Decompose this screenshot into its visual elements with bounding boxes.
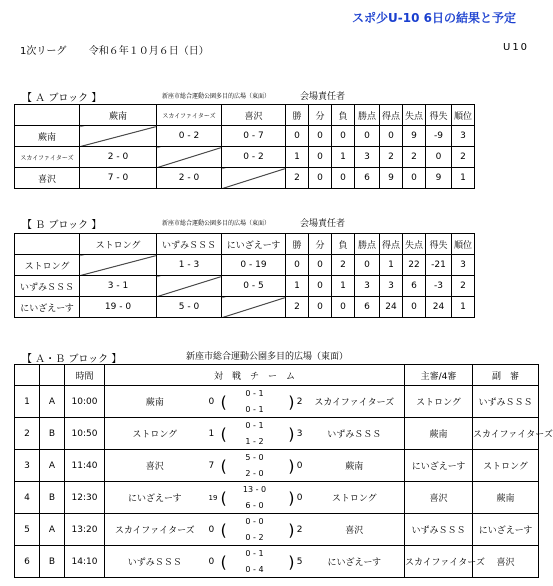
block-a-col-header: スカイファイターズ <box>157 105 222 126</box>
block-a-cell-gf: 9 <box>380 168 403 189</box>
block-b-team-name: いずみＳＳＳ <box>15 276 80 297</box>
away-team: にいざえーす <box>305 546 405 578</box>
block-a-manager: 会場責任者 <box>300 92 346 102</box>
block-a-col-header: 負 <box>332 105 355 126</box>
block-a-cell-r1 <box>80 126 157 147</box>
referee: スカイファイターズ <box>405 546 473 578</box>
match-number: 1 <box>15 386 40 418</box>
block-b-cell-r2: 1 - 3 <box>157 255 222 276</box>
block-b-label: 【 Ｂ ブロック 】 <box>22 220 102 231</box>
away-score: 0 <box>296 492 303 503</box>
second-half-score: 1 - 2 <box>245 437 264 446</box>
block-a-cell-rank: 1 <box>452 168 475 189</box>
block-b-col-header <box>15 234 80 255</box>
block-a-cell-ga: 0 <box>403 168 426 189</box>
block-b-cell-gd: -3 <box>426 276 452 297</box>
block-a-cell-l: 0 <box>332 126 355 147</box>
score-wrapper <box>205 450 305 481</box>
match-time: 10:50 <box>65 418 105 450</box>
block-a-cell-l: 1 <box>332 147 355 168</box>
match-time: 12:30 <box>65 482 105 514</box>
away-team: いずみＳＳＳ <box>305 418 405 450</box>
page-title: スポ少U-10 6日の結果と予定 <box>352 11 516 25</box>
block-a-cell-d: 0 <box>309 168 332 189</box>
referee: 蕨南 <box>405 418 473 450</box>
match-number: 4 <box>15 482 40 514</box>
block-a-cell-ga: 2 <box>403 147 426 168</box>
block-b-cell-gf: 3 <box>380 276 403 297</box>
home-score: 0 <box>208 556 215 567</box>
block-b-cell-d: 0 <box>309 297 332 318</box>
date-label: 令和６年１０月６日（日） <box>88 46 209 57</box>
header-match: 対 戦 チ ー ム <box>105 365 405 386</box>
score-cell <box>205 450 305 482</box>
second-half-score: 2 - 0 <box>245 469 264 478</box>
block-a-team-name: スカイファイターズ <box>15 147 80 168</box>
block-a-standings-table <box>14 104 475 189</box>
block-a-cell-pts: 6 <box>355 168 380 189</box>
brace-left: ( <box>220 456 227 475</box>
score-cell <box>205 386 305 418</box>
block-b-col-header: いずみＳＳＳ <box>157 234 222 255</box>
second-half-score: 0 - 2 <box>245 533 264 542</box>
block-a-cell-gd: 9 <box>426 168 452 189</box>
block-a-col-header: 失点 <box>403 105 426 126</box>
score-cell <box>205 418 305 450</box>
block-b-row <box>15 297 475 318</box>
score-wrapper <box>205 514 305 545</box>
block-a-cell-d: 0 <box>309 126 332 147</box>
block-a-team-name: 喜沢 <box>15 168 80 189</box>
block-a-col-header: 分 <box>309 105 332 126</box>
brace-right: ) <box>288 488 295 507</box>
block-b-cell-r2: 5 - 0 <box>157 297 222 318</box>
first-half-score: 5 - 0 <box>245 453 264 462</box>
block-a-col-header: 得失 <box>426 105 452 126</box>
block-b-team-name: にいざえーす <box>15 297 80 318</box>
block-b-cell-r1: 19 - 0 <box>80 297 157 318</box>
block-b-team-name: ストロング <box>15 255 80 276</box>
score-wrapper <box>205 386 305 417</box>
home-team: 蕨南 <box>105 386 205 418</box>
block-a-col-header: 順位 <box>452 105 475 126</box>
block-b-col-header: 勝点 <box>355 234 380 255</box>
block-b-cell-rank: 3 <box>452 255 475 276</box>
block-b-cell-l: 2 <box>332 255 355 276</box>
category-label: U10 <box>503 42 530 53</box>
away-score: 2 <box>296 524 303 535</box>
score-wrapper <box>205 482 305 513</box>
first-half-score: 0 - 1 <box>245 549 264 558</box>
assistant-referee: 喜沢 <box>473 546 539 578</box>
block-b-standings-table <box>14 233 475 318</box>
block-b-col-header: 得失 <box>426 234 452 255</box>
brace-right: ) <box>288 392 295 411</box>
brace-right: ) <box>288 424 295 443</box>
match-number: 6 <box>15 546 40 578</box>
block-a-cell-gd: -9 <box>426 126 452 147</box>
block-b-cell-r3 <box>222 297 286 318</box>
block-a-row <box>15 147 475 168</box>
block-b-cell-r2 <box>157 276 222 297</box>
block-b-col-header: 順位 <box>452 234 475 255</box>
away-score: 3 <box>296 428 303 439</box>
match-number: 5 <box>15 514 40 546</box>
block-b-row <box>15 255 475 276</box>
first-half-score: 13 - 0 <box>242 485 267 494</box>
block-a-col-header: 勝 <box>286 105 309 126</box>
block-b-cell-pts: 3 <box>355 276 380 297</box>
assistant-referee: 蕨南 <box>473 482 539 514</box>
block-a-col-header: 勝点 <box>355 105 380 126</box>
away-score: 0 <box>296 460 303 471</box>
block-b-col-header: 勝 <box>286 234 309 255</box>
match-time: 13:20 <box>65 514 105 546</box>
brace-left: ( <box>220 392 227 411</box>
away-score: 5 <box>296 556 303 567</box>
referee: いずみＳＳＳ <box>405 514 473 546</box>
block-b-header-row <box>15 234 475 255</box>
score-wrapper <box>205 546 305 577</box>
header-referee: 主審/4審 <box>405 365 473 386</box>
schedule-label: 【 Ａ・Ｂ ブロック 】 <box>22 354 122 365</box>
match-row <box>15 418 539 450</box>
block-b-col-header: ストロング <box>80 234 157 255</box>
block-b-cell-rank: 1 <box>452 297 475 318</box>
block-b-cell-ga: 6 <box>403 276 426 297</box>
match-block: B <box>40 418 65 450</box>
away-team: 喜沢 <box>305 514 405 546</box>
assistant-referee: にいざえーす <box>473 514 539 546</box>
match-block: A <box>40 450 65 482</box>
block-a-team-name: 蕨南 <box>15 126 80 147</box>
match-time: 14:10 <box>65 546 105 578</box>
referee: 喜沢 <box>405 482 473 514</box>
schedule-header-row <box>15 365 539 386</box>
block-a-label: 【 Ａ ブロック 】 <box>22 93 102 104</box>
block-a-col-header: 喜沢 <box>222 105 286 126</box>
match-block: B <box>40 546 65 578</box>
assistant-referee: いずみＳＳＳ <box>473 386 539 418</box>
match-block: A <box>40 514 65 546</box>
score-cell <box>205 514 305 546</box>
block-a-cell-pts: 0 <box>355 126 380 147</box>
block-b-cell-ga: 22 <box>403 255 426 276</box>
second-half-score: 0 - 4 <box>245 565 264 574</box>
block-b-cell-r3: 0 - 19 <box>222 255 286 276</box>
block-a-cell-r2: 2 - 0 <box>157 168 222 189</box>
block-a-cell-gf: 0 <box>380 126 403 147</box>
score-cell <box>205 482 305 514</box>
block-b-col-header: 負 <box>332 234 355 255</box>
brace-left: ( <box>220 520 227 539</box>
home-score: 7 <box>208 460 215 471</box>
score-wrapper <box>205 418 305 449</box>
block-a-cell-r2 <box>157 147 222 168</box>
block-b-cell-gf: 24 <box>380 297 403 318</box>
block-a-cell-r3: 0 - 2 <box>222 147 286 168</box>
match-row <box>15 546 539 578</box>
block-a-venue: 新座市総合運動公園多目的広場（東面） <box>162 93 271 100</box>
block-a-col-header: 得点 <box>380 105 403 126</box>
subtitle-league-date <box>20 42 209 57</box>
home-team: スカイファイターズ <box>105 514 205 546</box>
block-b-cell-w: 1 <box>286 276 309 297</box>
match-block: A <box>40 386 65 418</box>
block-a-cell-gf: 2 <box>380 147 403 168</box>
block-b-cell-rank: 2 <box>452 276 475 297</box>
first-half-score: 0 - 1 <box>245 389 264 398</box>
block-b-cell-gd: 24 <box>426 297 452 318</box>
header-no <box>15 365 40 386</box>
away-team: スカイファイターズ <box>305 386 405 418</box>
brace-left: ( <box>220 552 227 571</box>
block-b-col-header: 分 <box>309 234 332 255</box>
league-label: 1次リーグ <box>20 46 67 57</box>
first-half-score: 0 - 1 <box>245 421 264 430</box>
match-row <box>15 450 539 482</box>
block-b-cell-r1 <box>80 255 157 276</box>
block-b-col-header: 失点 <box>403 234 426 255</box>
block-a-header-row <box>15 105 475 126</box>
schedule-venue: 新座市総合運動公園多目的広場（東面） <box>186 352 349 362</box>
block-b-cell-w: 0 <box>286 255 309 276</box>
block-b-cell-pts: 0 <box>355 255 380 276</box>
block-b-col-header: にいざえーす <box>222 234 286 255</box>
block-a-cell-gd: 0 <box>426 147 452 168</box>
block-b-cell-pts: 6 <box>355 297 380 318</box>
block-a-cell-r1: 7 - 0 <box>80 168 157 189</box>
home-score: 1 <box>208 428 215 439</box>
block-a-col-header <box>15 105 80 126</box>
block-b-cell-d: 0 <box>309 276 332 297</box>
away-team: ストロング <box>305 482 405 514</box>
block-a-row <box>15 126 475 147</box>
assistant-referee: スカイファイターズ <box>473 418 539 450</box>
away-score: 2 <box>296 396 303 407</box>
assistant-referee: ストロング <box>473 450 539 482</box>
block-a-cell-r3: 0 - 7 <box>222 126 286 147</box>
block-b-cell-r1: 3 - 1 <box>80 276 157 297</box>
home-team: ストロング <box>105 418 205 450</box>
block-b-cell-gd: -21 <box>426 255 452 276</box>
match-time: 11:40 <box>65 450 105 482</box>
brace-left: ( <box>220 424 227 443</box>
block-a-cell-w: 2 <box>286 168 309 189</box>
block-a-cell-d: 0 <box>309 147 332 168</box>
referee: ストロング <box>405 386 473 418</box>
match-time: 10:00 <box>65 386 105 418</box>
home-score: 0 <box>208 396 215 407</box>
block-a-cell-r1: 2 - 0 <box>80 147 157 168</box>
match-row <box>15 514 539 546</box>
header-time: 時間 <box>65 365 105 386</box>
away-team: 蕨南 <box>305 450 405 482</box>
block-a-col-header: 蕨南 <box>80 105 157 126</box>
block-b-cell-gf: 1 <box>380 255 403 276</box>
schedule-table <box>14 364 553 578</box>
block-a-cell-r2: 0 - 2 <box>157 126 222 147</box>
home-team: にいざえーす <box>105 482 205 514</box>
block-a-cell-w: 0 <box>286 126 309 147</box>
block-b-manager: 会場責任者 <box>300 219 346 229</box>
second-half-score: 0 - 1 <box>245 405 264 414</box>
block-b-cell-r3: 0 - 5 <box>222 276 286 297</box>
block-a-cell-rank: 2 <box>452 147 475 168</box>
match-row <box>15 482 539 514</box>
header-assistant: 副 審 <box>473 365 539 386</box>
score-cell <box>205 546 305 578</box>
match-number: 3 <box>15 450 40 482</box>
block-b-cell-l: 0 <box>332 297 355 318</box>
home-score: 19 <box>208 493 218 502</box>
brace-right: ) <box>288 520 295 539</box>
header-block <box>40 365 65 386</box>
block-a-cell-ga: 9 <box>403 126 426 147</box>
first-half-score: 0 - 0 <box>245 517 264 526</box>
block-b-col-header: 得点 <box>380 234 403 255</box>
referee: にいざえーす <box>405 450 473 482</box>
brace-left: ( <box>220 488 227 507</box>
second-half-score: 6 - 0 <box>245 501 264 510</box>
home-score: 0 <box>208 524 215 535</box>
block-a-cell-pts: 3 <box>355 147 380 168</box>
block-a-cell-r3 <box>222 168 286 189</box>
block-a-cell-rank: 3 <box>452 126 475 147</box>
match-number: 2 <box>15 418 40 450</box>
brace-right: ) <box>288 552 295 571</box>
block-a-cell-l: 0 <box>332 168 355 189</box>
match-row <box>15 386 539 418</box>
brace-right: ) <box>288 456 295 475</box>
block-b-venue: 新座市総合運動公園多目的広場（東面） <box>162 220 271 227</box>
block-b-cell-ga: 0 <box>403 297 426 318</box>
block-a-row <box>15 168 475 189</box>
block-b-row <box>15 276 475 297</box>
match-block: B <box>40 482 65 514</box>
block-b-cell-d: 0 <box>309 255 332 276</box>
block-a-cell-w: 1 <box>286 147 309 168</box>
block-b-cell-w: 2 <box>286 297 309 318</box>
home-team: 喜沢 <box>105 450 205 482</box>
block-b-cell-l: 1 <box>332 276 355 297</box>
home-team: いずみＳＳＳ <box>105 546 205 578</box>
